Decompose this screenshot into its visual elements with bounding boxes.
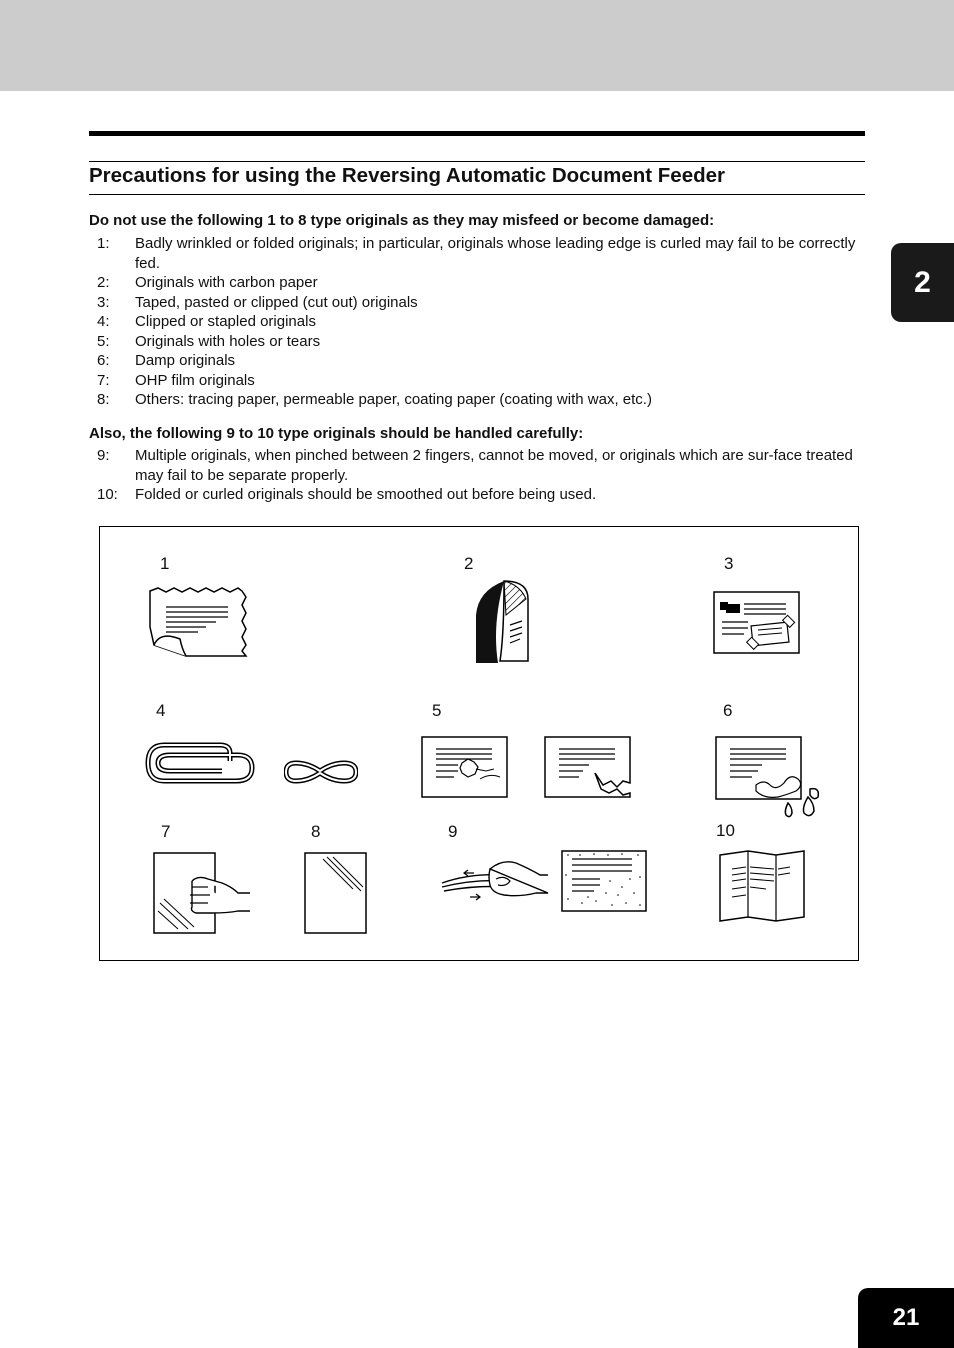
section-title: Precautions for using the Reversing Automatic Document Feeder bbox=[89, 164, 726, 187]
chapter-tab bbox=[891, 243, 954, 322]
figure-label-7: 7 bbox=[161, 822, 171, 841]
page-number-tab bbox=[858, 1288, 954, 1348]
figure-label-5: 5 bbox=[432, 701, 442, 720]
header-band bbox=[0, 0, 954, 91]
ohp-film-original-icon bbox=[152, 851, 252, 935]
folded-original-icon bbox=[716, 849, 808, 923]
list-item: 9: Multiple originals, when pinched between 2 fingers, cannot be moved, or originals which are sur-face treated may fail to be separate properly. bbox=[97, 447, 853, 484]
carbon-paper-icon bbox=[470, 575, 534, 667]
group1-list bbox=[89, 234, 865, 410]
list-item: 5: Originals with holes or tears bbox=[97, 332, 321, 350]
group2-list bbox=[89, 446, 865, 505]
figure-label-2: 2 bbox=[464, 554, 474, 573]
originals-illustration-box bbox=[99, 526, 859, 961]
wrinkled-original-icon bbox=[146, 587, 248, 659]
tracing-paper-icon bbox=[303, 851, 367, 935]
damp-original-icon bbox=[714, 735, 822, 821]
list-item: 8: Others: tracing paper, permeable paper, coating paper (coating with wax, etc.) bbox=[97, 391, 652, 408]
list-item: 7: OHP film originals bbox=[97, 371, 255, 389]
chapter-number: 2 bbox=[914, 265, 931, 299]
taped-original-icon bbox=[712, 590, 802, 656]
group2-lead: Also, the following 9 to 10 type originals should be handled carefully: bbox=[89, 425, 584, 442]
hole-original-icon bbox=[420, 735, 510, 799]
title-rule-bottom bbox=[89, 194, 865, 195]
coated-original-icon bbox=[560, 849, 648, 913]
figure-label-3: 3 bbox=[724, 554, 734, 573]
figure-label-6: 6 bbox=[723, 701, 733, 720]
pinched-originals-icon bbox=[440, 857, 550, 905]
paper-clip-icon bbox=[144, 741, 256, 785]
list-item: 10: Folded or curled originals should be smoothed out before being used. bbox=[97, 486, 597, 503]
figure-label-9: 9 bbox=[448, 822, 458, 841]
page-number: 21 bbox=[892, 1304, 920, 1331]
section-top-rule bbox=[89, 131, 865, 136]
list-item: 1: Badly wrinkled or folded originals; in particular, originals whose leading edge is curled may fail to be correctly fed. bbox=[97, 235, 856, 272]
list-item: 2: Originals with carbon paper bbox=[97, 274, 318, 291]
figure-label-10: 10 bbox=[716, 821, 735, 840]
torn-original-icon bbox=[543, 735, 633, 799]
list-item: 3: Taped, pasted or clipped (cut out) originals bbox=[97, 293, 418, 311]
staple-icon bbox=[284, 759, 358, 785]
figure-label-4: 4 bbox=[156, 701, 166, 720]
figure-label-8: 8 bbox=[311, 822, 321, 841]
figure-label-1: 1 bbox=[160, 554, 170, 573]
list-item: 4: Clipped or stapled originals bbox=[97, 313, 316, 330]
list-item: 6: Damp originals bbox=[97, 352, 236, 369]
group1-lead: Do not use the following 1 to 8 type originals as they may misfeed or become damaged: bbox=[89, 212, 715, 229]
